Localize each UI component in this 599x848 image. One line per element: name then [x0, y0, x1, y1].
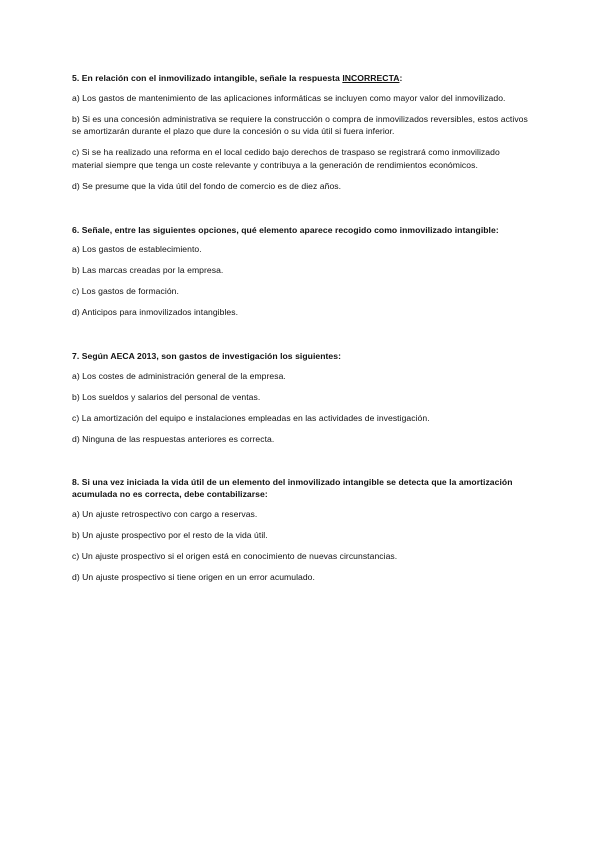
question-5-title-prefix: 5. En relación con el inmovilizado intangible, señale la respuesta: [72, 73, 343, 83]
question-5-title: [72, 72, 532, 85]
question-5-option-b: b) Si es una concesión administrativa se requiere la construcción o compra de inmovilizados reversibles, estos activos se amortizarán durante el plazo que dure la concesión o su vida útil si fuera inferior.: [72, 113, 528, 137]
question-5-title-emphasis: INCORRECTA: [342, 73, 400, 83]
question-5: [72, 72, 532, 192]
question-6-title: 6. Señale, entre las siguientes opciones, qué elemento aparece recogido como inmovilizado intangible:: [72, 224, 499, 235]
question-8-option-b: b) Un ajuste prospectivo por el resto de la vida útil.: [72, 529, 268, 540]
spacer: [72, 454, 532, 476]
question-6-option-d: d) Anticipos para inmovilizados intangibles.: [72, 307, 239, 318]
spacer: [72, 327, 532, 350]
question-5-title-suffix: :: [399, 73, 403, 83]
question-7-option-c: c) La amortización del equipo e instalaciones empleadas en las actividades de investigación.: [72, 412, 430, 423]
document-content: [72, 72, 532, 592]
question-7-option-d: d) Ninguna de las respuestas anteriores es correcta.: [72, 433, 275, 444]
question-7: [72, 350, 532, 445]
question-8: [72, 476, 532, 584]
question-8-title: 8. Si una vez iniciada la vida útil de un elemento del inmovilizado intangible se detecta que la amortización acumulada no es correcta, debe contabilizarse:: [72, 476, 513, 500]
question-6-option-a: a) Los gastos de establecimiento.: [72, 244, 202, 255]
question-8-option-d: d) Un ajuste prospectivo si tiene origen en un error acumulado.: [72, 571, 315, 582]
question-6-option-c: c) Los gastos de formación.: [72, 286, 179, 297]
question-5-option-c: c) Si se ha realizado una reforma en el local cedido bajo derechos de traspaso se registrará como inmovilizado material siempre que tenga un coste relevante y contribuya a la generación de rendimientos económicos.: [72, 147, 500, 170]
question-6-option-b: b) Las marcas creadas por la empresa.: [72, 265, 224, 276]
question-8-option-c: c) Un ajuste prospectivo si el origen está en conocimiento de nuevas circunstancias.: [72, 550, 398, 561]
spacer: [72, 201, 532, 224]
question-5-option-d: d) Se presume que la vida útil del fondo de comercio es de diez años.: [72, 180, 342, 191]
question-8-option-a: a) Un ajuste retrospectivo con cargo a reservas.: [72, 508, 258, 519]
question-7-option-a: a) Los costes de administración general de la empresa.: [72, 370, 286, 381]
question-6: [72, 224, 532, 319]
question-7-title: 7. Según AECA 2013, son gastos de investigación los siguientes:: [72, 351, 341, 362]
question-5-option-a: a) Los gastos de mantenimiento de las aplicaciones informáticas se incluyen como mayor valor del inmovilizado.: [72, 92, 506, 103]
question-7-option-b: b) Los sueldos y salarios del personal de ventas.: [72, 391, 261, 402]
